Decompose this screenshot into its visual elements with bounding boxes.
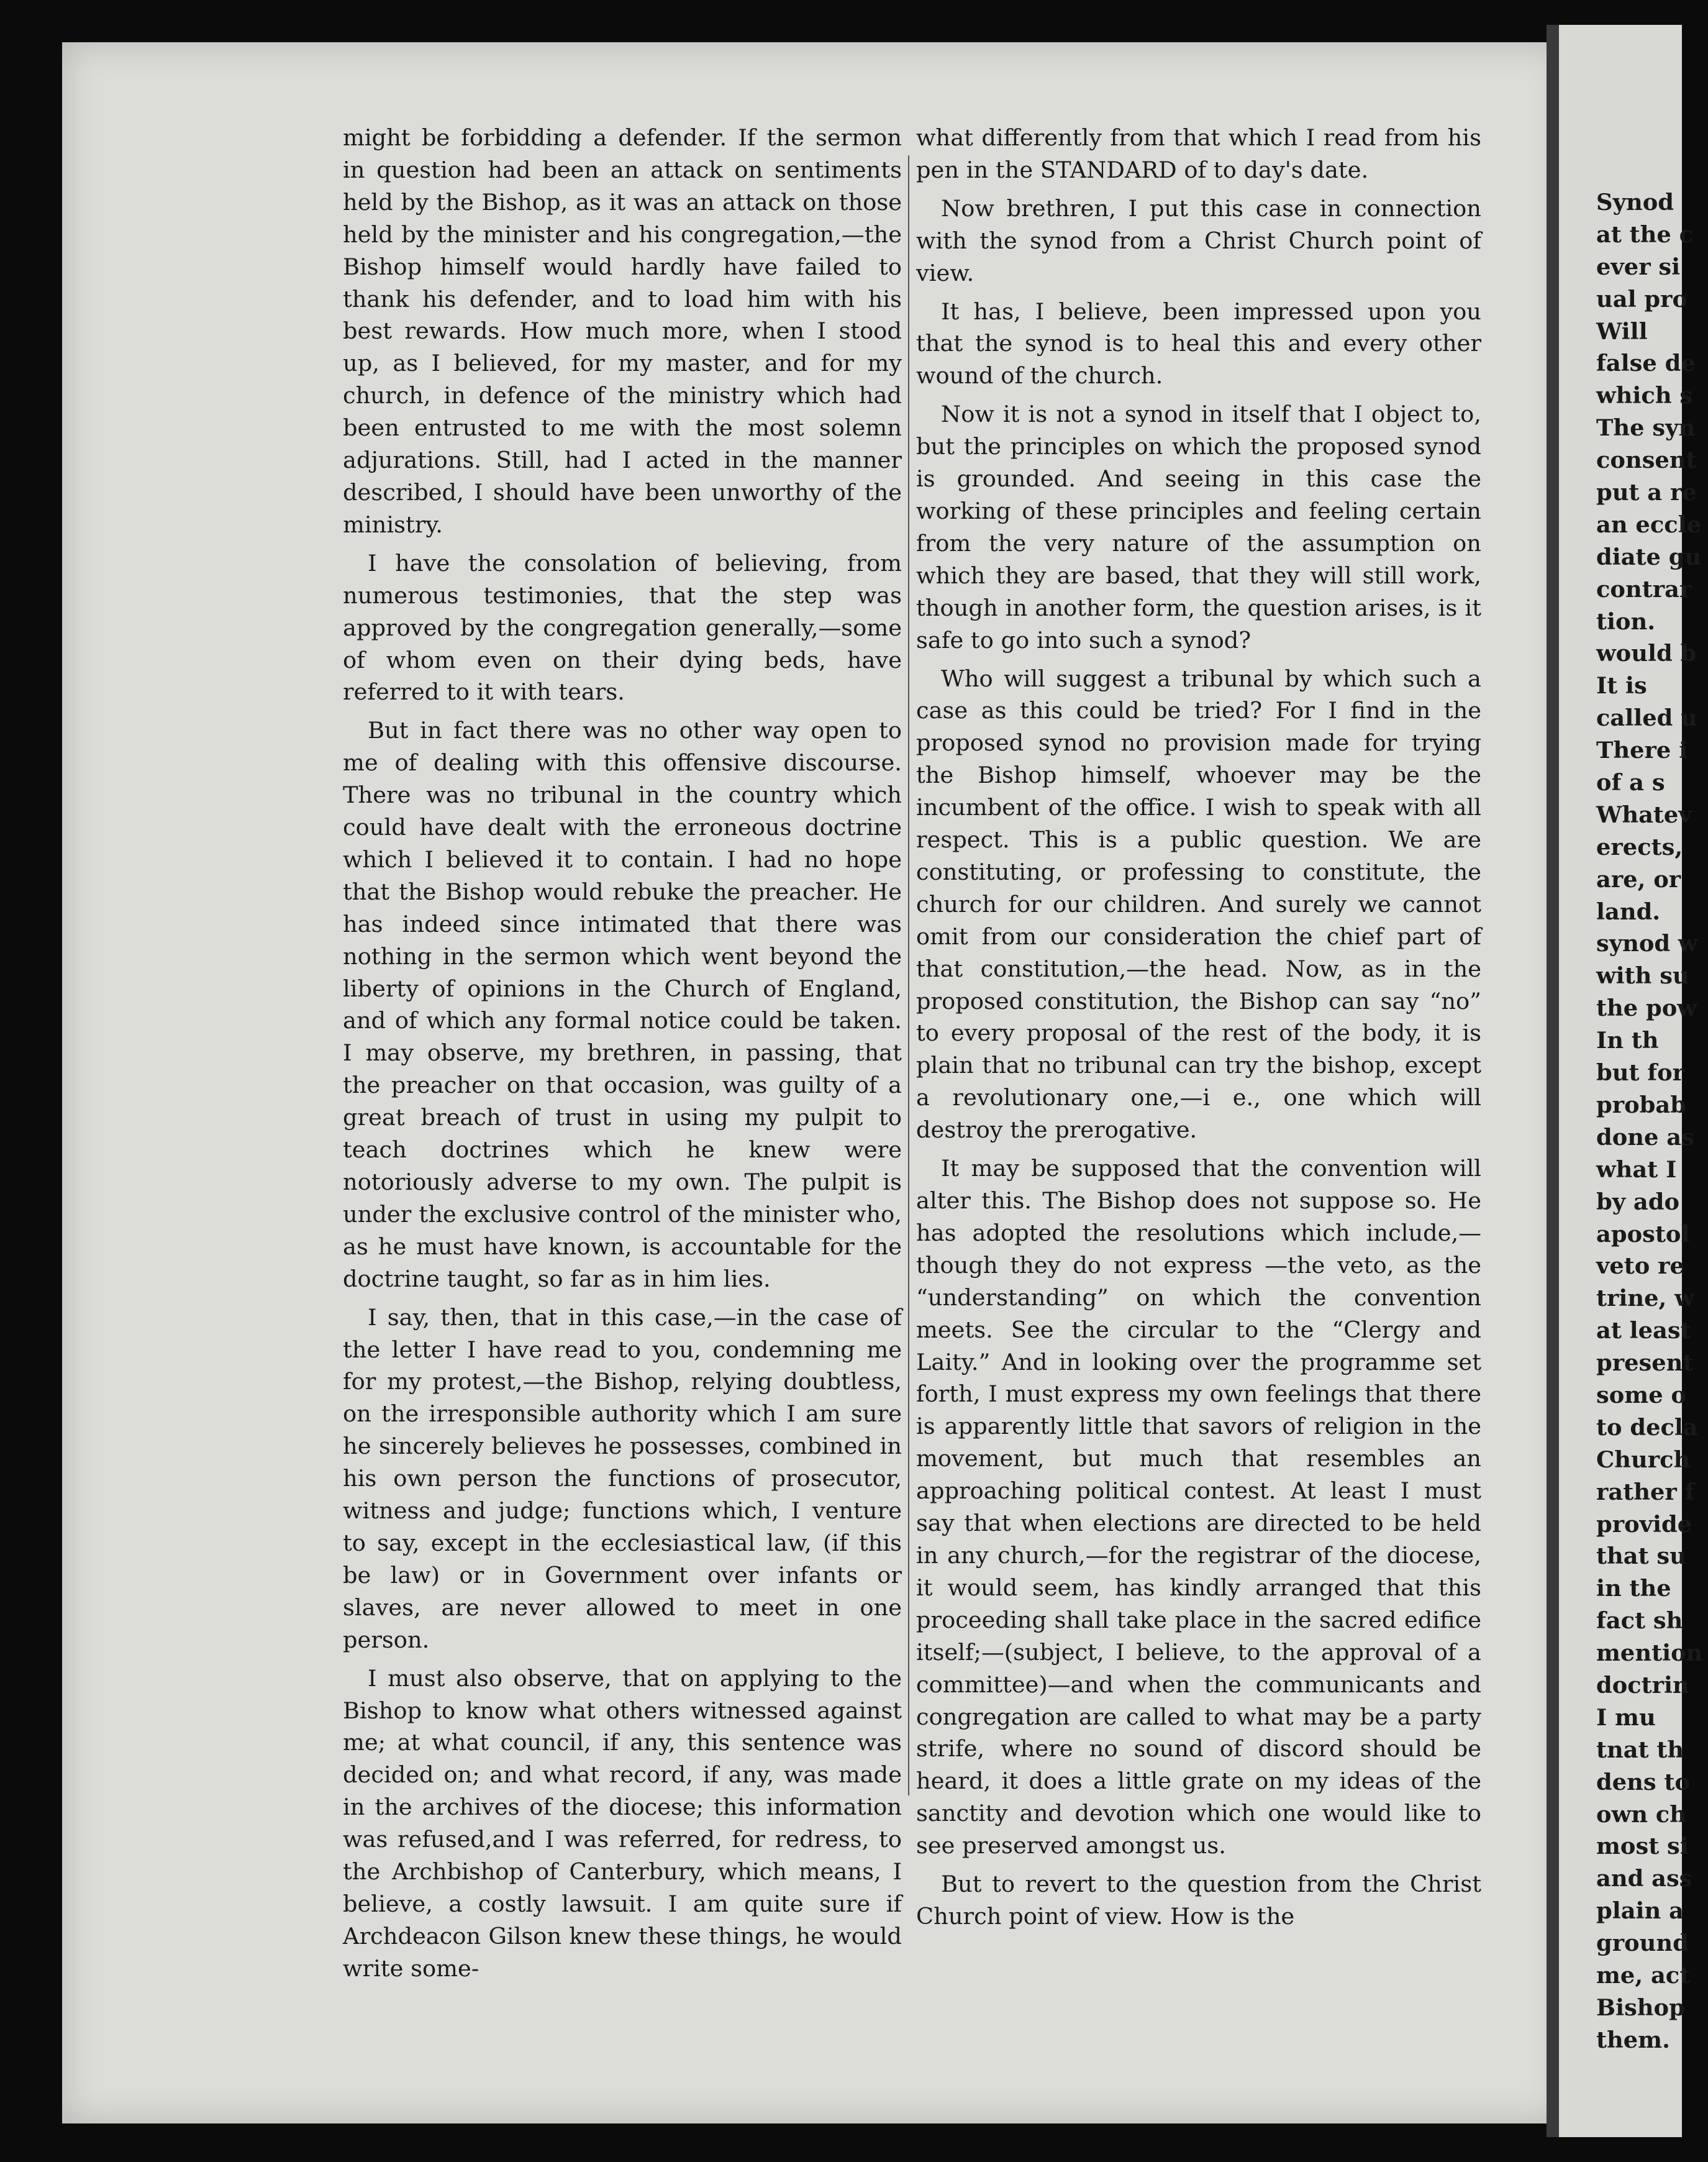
edge-fragment: Bishop [1596,1993,1685,2021]
edge-fragment: trine, w [1596,1284,1694,1312]
edge-fragment: contrar [1596,575,1692,603]
edge-fragment: an eccle [1596,510,1702,538]
edge-fragment: own ch [1596,1800,1686,1828]
edge-fragment: doctrin [1596,1671,1689,1699]
edge-fragment: fact sh [1596,1607,1683,1635]
paragraph: might be forbidding a defender. If the sermon in question had been an attack on sentiments held by the Bishop, as it was an attack on those held by the minister and his congregation,—the Bishop himself would hardly have failed to thank his defender, and to load him with his best rewards. How much more, when I stood up, as I believed, for my master, and for my church, in defence of the ministry which had been entrusted to me with the most solemn adjurations. Still, had I acted in the manner described, I should have been unworthy of the ministry. [343,124,902,538]
edge-fragment: false de [1596,349,1696,377]
paragraph: But in fact there was no other way open to me of dealing with this offensive discourse. There was no tribunal in the country which could have dealt with the erroneous doctrine which I believed it to contain. I had no hope that the Bishop would rebuke the preacher. He has indeed since intimated that there was nothing in the sermon which went beyond the liberty of opinions in the Church of England, and of which any formal notice could be taken. I may observe, my brethren, in passing, that the preacher on that occasion, was guilty of a great breach of trust in using my pulpit to teach doctrines which he knew were notoriously adverse to my own. The pulpit is under the exclusive control of the minister who, as he must have known, is accountable for the doctrine taught, so far as in him lies. [343,717,902,1292]
paragraph: I have the consolation of believing, from numerous testimonies, that the step was approved by the congregation generally,—some of whom even on their dying beds, have referred to it with tears. [343,549,902,706]
edge-fragment: by ado [1596,1187,1680,1215]
edge-fragment: at the c [1596,220,1694,248]
edge-fragment: them. [1596,2025,1670,2053]
edge-fragment: to decla [1596,1413,1698,1441]
paragraph: I say, then, that in this case,—in the case of the letter I have read to you, condemning me for my protest,—the Bishop, relying doubtless, on the irresponsible authority which I am sure he sincerely believes he possesses, combined in his own person the functions of prosecutor, witness and judge; functions which, I venture to say, except in the ecclesiastical law, (if this be law) or in Government over infants or slaves, are never allowed to meet in one person. [343,1303,902,1653]
paragraph: Now it is not a synod in itself that I object to, but the principles on which the proposed synod is grounded. And seeing in this case the working of these principles and feeling certain from the very nature of the assumption on which they are based, that they will still work, though in another form, the question arises, is it safe to go into such a synod? [916,401,1481,654]
paragraph: But to revert to the question from the Christ Church point of view. How is the [916,1871,1481,1930]
edge-fragment: at least [1596,1316,1691,1344]
edge-fragment: called u [1596,704,1697,732]
edge-fragment: tion. [1596,607,1656,635]
edge-fragment: Church [1596,1445,1691,1473]
edge-fragment: Whatev [1596,800,1692,828]
edge-fragment: done as [1596,1123,1694,1151]
edge-fragment: consent [1596,446,1697,474]
edge-fragment: would b [1596,639,1697,667]
edge-fragment: veto re [1596,1252,1684,1280]
edge-fragment: I mu [1596,1703,1656,1731]
cropped-column-fragments [1596,186,1708,2056]
edge-fragment: plain a [1596,1897,1684,1925]
edge-fragment: me, act [1596,1961,1691,1989]
edge-fragment: Synod [1596,188,1674,216]
edge-fragment: present [1596,1349,1694,1377]
edge-fragment: in the [1596,1574,1671,1602]
edge-fragment: tnat th [1596,1735,1684,1763]
edge-fragment: The syn [1596,414,1696,442]
edge-fragment: and ass [1596,1864,1692,1892]
paragraph: what differently from that which I read from his pen in the STANDARD of to day's date. [916,124,1481,183]
text-column-left [343,122,902,1991]
edge-fragment: that su [1596,1542,1686,1570]
column-rule [908,155,909,1795]
edge-fragment: ual pro [1596,285,1688,312]
paragraph: It has, I believe, been impressed upon you that the synod is to heal this and every other wound of the church. [916,298,1481,390]
edge-fragment: which s [1596,381,1693,409]
edge-fragment: mention [1596,1639,1703,1667]
edge-fragment: but for [1596,1059,1685,1087]
edge-fragment: are, or [1596,865,1681,893]
edge-fragment: ever si [1596,252,1681,280]
edge-fragment: In th [1596,1026,1659,1054]
edge-fragment: most si [1596,1832,1689,1860]
paragraph: I must also observe, that on applying to the Bishop to know what others witnessed against me; at what council, if any, this sentence was decided on; and what record, if any, was made in the archives of the diocese; this information was refused,and I was referred, for redress, to the Archbishop of Canterbury, which means, I believe, a costly lawsuit. I am quite sure if Archdeacon Gilson knew these things, he would write some- [343,1664,902,1982]
edge-fragment: apostol [1596,1220,1690,1247]
edge-fragment: dens to [1596,1767,1690,1795]
edge-fragment: the pow [1596,994,1697,1022]
edge-fragment: diate gu [1596,542,1702,570]
edge-fragment: Will [1596,317,1648,345]
edge-fragment: There i [1596,736,1688,764]
edge-fragment: erects, [1596,832,1683,860]
edge-fragment: probab [1596,1090,1686,1118]
paragraph: Now brethren, I put this case in connection with the synod from a Christ Church point of view. [916,194,1481,286]
edge-fragment: It is [1596,672,1647,700]
edge-fragment: put a re [1596,478,1697,506]
edge-fragment: what I [1596,1155,1677,1183]
edge-fragment: some o [1596,1380,1686,1408]
edge-fragment: with su [1596,962,1689,990]
edge-fragment: synod w [1596,929,1698,957]
edge-fragment: of a s [1596,769,1665,796]
edge-fragment: ground [1596,1929,1689,1957]
paragraph: It may be supposed that the convention will alter this. The Bishop does not suppose so. He has adopted the resolutions which include,—though they do not express —the veto, as the “understanding” on which the convention meets. See the circular to the “Clergy and Laity.” And in looking over the programme set forth, I must express my own feelings that there is apparently little that savors of religion in the movement, but much that resembles an approaching political contest. At least I must say that when elections are directed to be held in any church,—for the registrar of the diocese, it would seem, has kindly arranged that this proceeding shall take place in the sacred edifice itself;—(subject, I believe, to the approval of a committee)—and when the communicants and congregation are called to what may be a party strife, where no sound of discord should be heard, it does a little grate on my ideas of the sanctity and devotion which one would like to see preserved amongst us. [916,1155,1481,1859]
edge-fragment: provide [1596,1510,1692,1538]
text-column-right [916,122,1481,1939]
edge-fragment: land. [1596,897,1661,925]
paragraph: Who will suggest a tribunal by which such a case as this could be tried? For I find in the proposed synod no provision made for trying the Bishop himself, whoever may be the incumbent of the office. I wish to speak with all respect. This is a public question. We are constituting, or professing to constitute, the church for our children. And surely we cannot omit from our consideration the chief part of that constitution,—the head. Now, as in the proposed constitution, the Bishop can say “no” to every proposal of the rest of the body, it is plain that no tribunal can try the bishop, except a revolutionary one,—i e., one which will destroy the prerogative. [916,665,1481,1144]
edge-fragment: rather f [1596,1477,1695,1505]
